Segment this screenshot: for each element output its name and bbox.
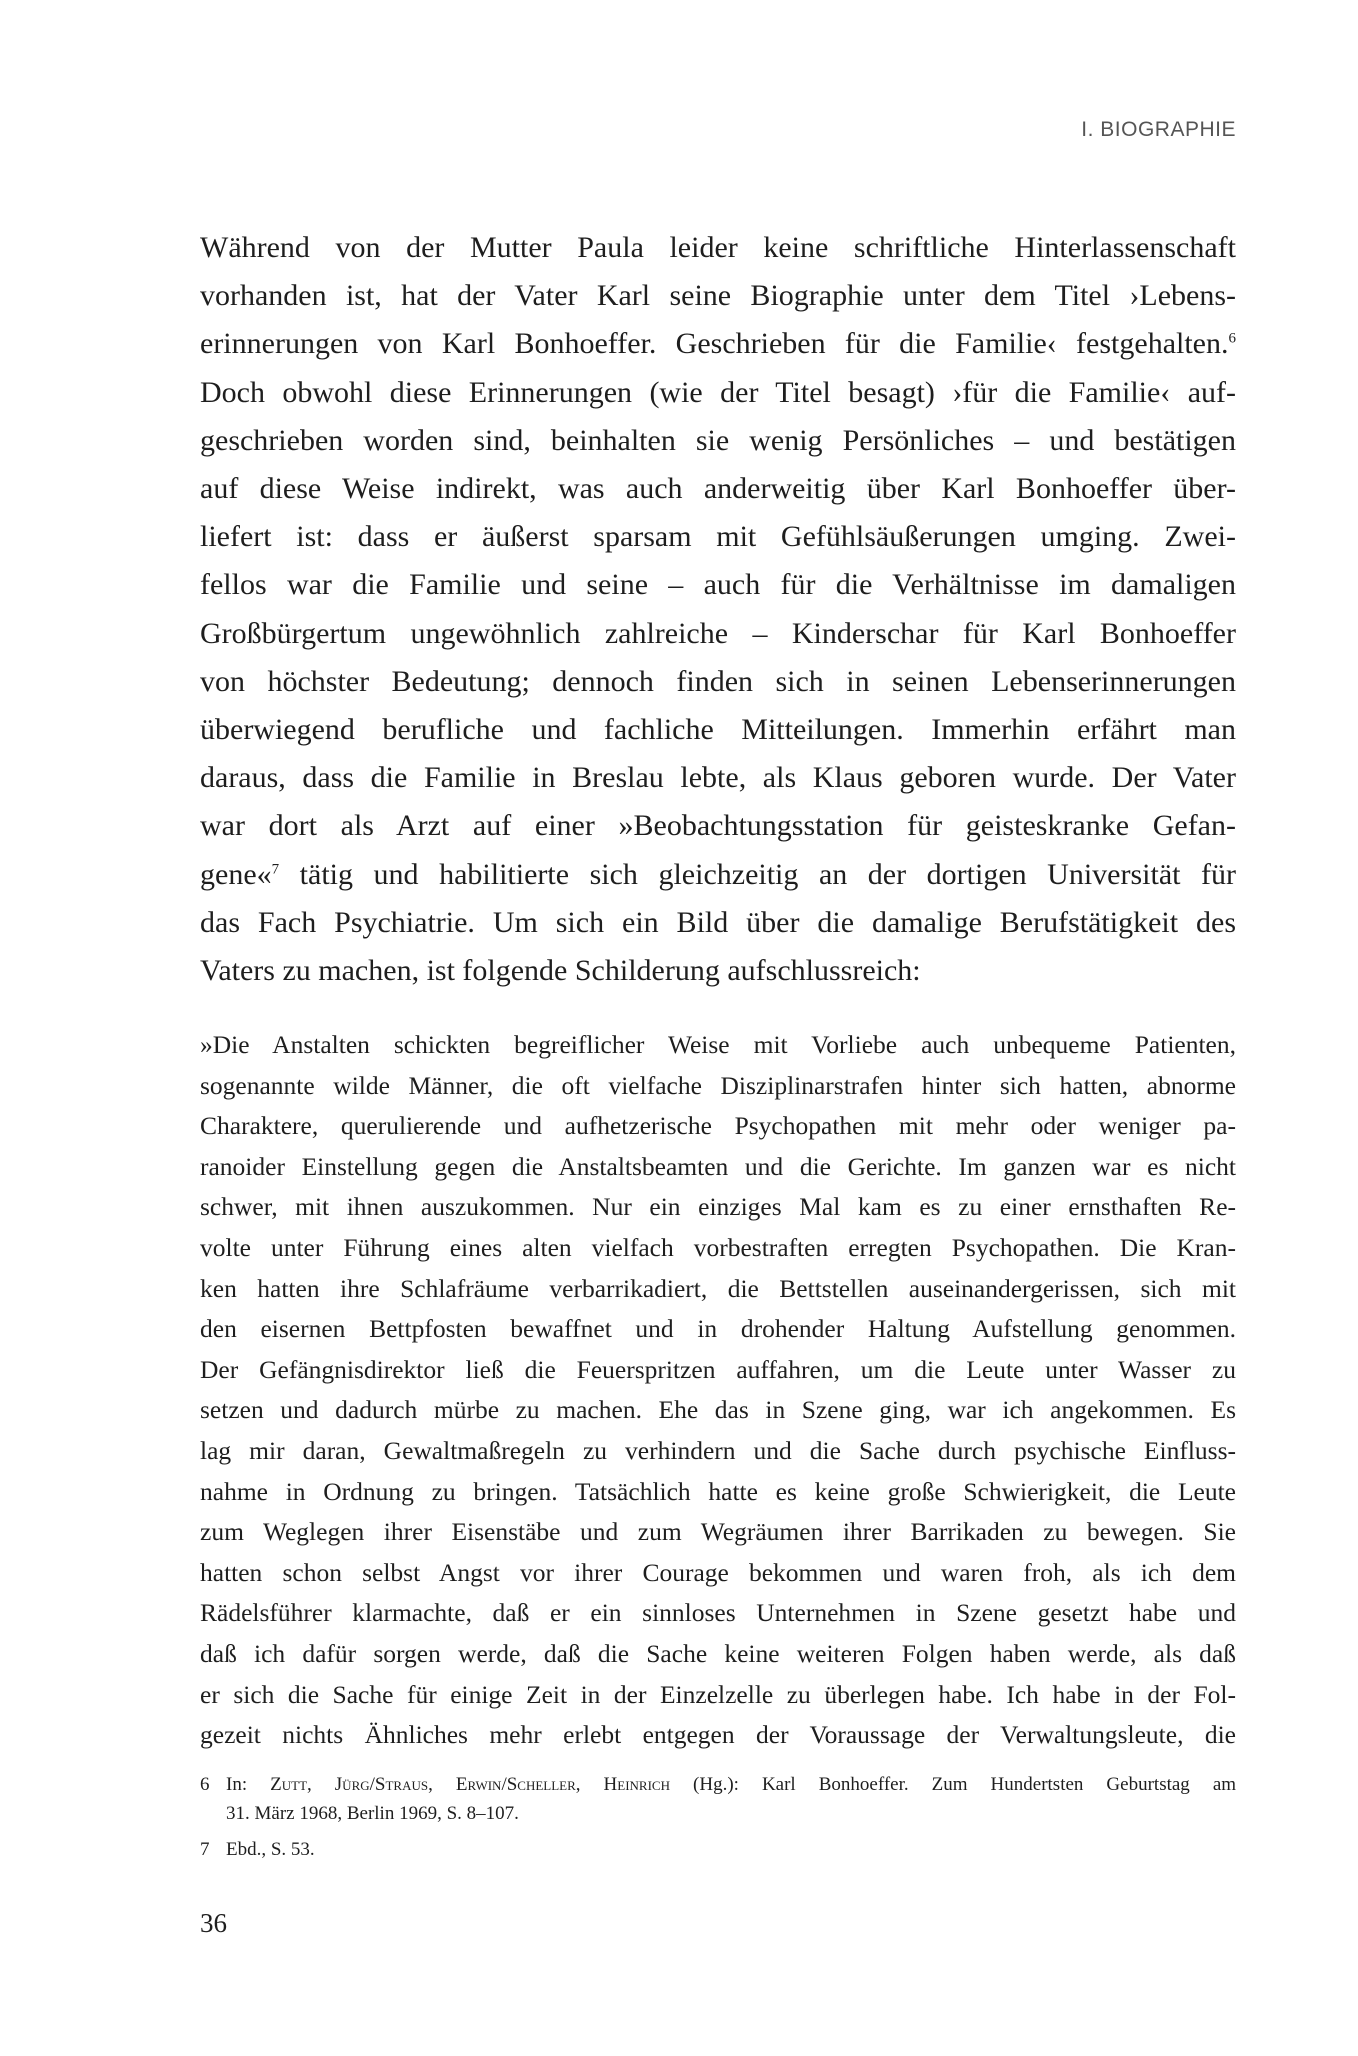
- footnote-line: [226, 1770, 1236, 1799]
- body-line: Doch obwohl diese Erinnerungen (wie der Titel besagt) ›für die Familie‹ auf-: [200, 375, 1236, 409]
- quote-line: setzen und dadurch mürbe zu machen. Ehe das in Szene ging, war ich angekommen. Es: [200, 1395, 1236, 1425]
- footnote-number: 7: [200, 1839, 210, 1860]
- footnote-line: Ebd., S. 53.: [226, 1839, 315, 1860]
- body-line: vorhanden ist, hat der Vater Karl seine Biographie unter dem Titel ›Lebens-: [200, 279, 1236, 313]
- body-line: war dort als Arzt auf einer »Beobachtungsstation für geisteskranke Gefan-: [200, 809, 1236, 843]
- quote-line: volte unter Führung eines alten vielfach vorbestraften erregten Psychopathen. Die Kran-: [200, 1232, 1236, 1262]
- body-line: überwiegend berufliche und fachliche Mitteilungen. Immerhin erfährt man: [200, 713, 1236, 747]
- body-line: Vaters zu machen, ist folgende Schilderung aufschlussreich:: [200, 954, 921, 988]
- quote-line: schwer, mit ihnen auszukommen. Nur ein einziges Mal kam es zu einer ernsthaften Re-: [200, 1192, 1236, 1222]
- running-head: I. BIOGRAPHIE: [1081, 118, 1236, 141]
- body-line: Großbürgertum ungewöhnlich zahlreiche – Kinderschar für Karl Bonhoeffer: [200, 616, 1236, 650]
- body-line: das Fach Psychiatrie. Um sich ein Bild über die damalige Berufstätigkeit des: [200, 905, 1236, 939]
- body-line-text: tätig und habilitierte sich gleichzeitig an der dortigen Universität für: [279, 857, 1236, 891]
- footnote-text: (Hg.): Karl Bonhoeffer. Zum Hundertsten Geburtstag am: [670, 1774, 1237, 1795]
- footnote-6: [200, 1770, 1236, 1828]
- body-line-text: gene«: [200, 857, 272, 891]
- footnote-7: [200, 1835, 1236, 1864]
- quote-line: lag mir daran, Gewaltmaßregeln zu verhindern und die Sache durch psychische Einfluss-: [200, 1435, 1236, 1465]
- quote-line: sogenannte wilde Männer, die oft vielfache Disziplinarstrafen hinter sich hatten, abnorme: [200, 1070, 1236, 1100]
- quote-line: daß ich dafür sorgen werde, daß die Sache keine weiteren Folgen haben werde, als daß: [200, 1638, 1236, 1668]
- quote-line: Der Gefängnisdirektor ließ die Feuerspritzen auffahren, um die Leute unter Wasser zu: [200, 1354, 1236, 1384]
- body-line: [200, 320, 1236, 368]
- body-line: von höchster Bedeutung; dennoch finden sich in seinen Lebenserinnerungen: [200, 664, 1236, 698]
- quote-line: den eisernen Bettpfosten bewaffnet und in drohender Haltung Aufstellung genommen.: [200, 1314, 1236, 1344]
- body-line: geschrieben worden sind, beinhalten sie wenig Persönliches – und bestätigen: [200, 423, 1236, 457]
- footnote-author: Scheller, Heinrich: [506, 1774, 670, 1795]
- body-line: [200, 851, 1236, 899]
- body-line: liefert ist: dass er äußerst sparsam mit Gefühlsäußerungen umging. Zwei-: [200, 520, 1236, 554]
- footnote-author: Straus, Erwin: [374, 1774, 502, 1795]
- footnote-reference-7[interactable]: 7: [271, 861, 280, 878]
- quote-line: nahme in Ordnung zu bringen. Tatsächlich hatte es keine große Schwierigkeit, die Leute: [200, 1476, 1236, 1506]
- footnote-reference-6[interactable]: 6: [1228, 330, 1236, 347]
- quote-line: gezeit nichts Ähnliches mehr erlebt entgegen der Voraussage der Verwaltungsleute, die: [200, 1720, 1236, 1750]
- block-quote: [200, 1025, 1236, 1756]
- quote-line: zum Weglegen ihrer Eisenstäbe und zum Wegräumen ihrer Barrikaden zu bewegen. Sie: [200, 1517, 1236, 1547]
- body-line-text: erinnerungen von Karl Bonhoeffer. Geschrieben für die Familie‹ festgehalten.: [200, 327, 1229, 361]
- footnote-text: In:: [226, 1774, 271, 1795]
- body-paragraph: [200, 224, 1236, 995]
- body-line: Während von der Mutter Paula leider keine schriftliche Hinterlassenschaft: [200, 231, 1236, 264]
- quote-line: er sich die Sache für einige Zeit in der Einzelzelle zu überlegen habe. Ich habe in der Fol-: [200, 1679, 1236, 1709]
- body-line: daraus, dass die Familie in Breslau lebte, als Klaus geboren wurde. Der Vater: [200, 761, 1236, 795]
- footnote-number: 6: [200, 1774, 210, 1795]
- quote-line: ken hatten ihre Schlafräume verbarrikadiert, die Bettstellen auseinandergerissen, sich mit: [200, 1273, 1236, 1303]
- footnote-separator: /: [501, 1774, 507, 1795]
- footnote-author: Zutt, Jürg: [270, 1774, 370, 1795]
- body-line: auf diese Weise indirekt, was auch anderweitig über Karl Bonhoeffer über-: [200, 472, 1236, 506]
- quote-line: Rädelsführer klarmachte, daß er ein sinnloses Unternehmen in Szene gesetzt habe und: [200, 1598, 1236, 1628]
- footnote-separator: /: [369, 1774, 375, 1795]
- footnote-line: 31. März 1968, Berlin 1969, S. 8–107.: [226, 1803, 519, 1824]
- quote-line: Charaktere, querulierende und aufhetzerische Psychopathen mit mehr oder weniger pa-: [200, 1111, 1236, 1141]
- body-line: fellos war die Familie und seine – auch für die Verhältnisse im damaligen: [200, 568, 1236, 602]
- quote-line: hatten schon selbst Angst vor ihrer Courage bekommen und waren froh, als ich dem: [200, 1557, 1236, 1587]
- footnotes: [200, 1770, 1236, 1864]
- quote-line: ranoider Einstellung gegen die Anstaltsbeamten und die Gerichte. Im ganzen war es nicht: [200, 1151, 1236, 1181]
- quote-line: »Die Anstalten schickten begreiflicher Weise mit Vorliebe auch unbequeme Patienten,: [200, 1030, 1236, 1059]
- page-number: 36: [200, 1908, 227, 1938]
